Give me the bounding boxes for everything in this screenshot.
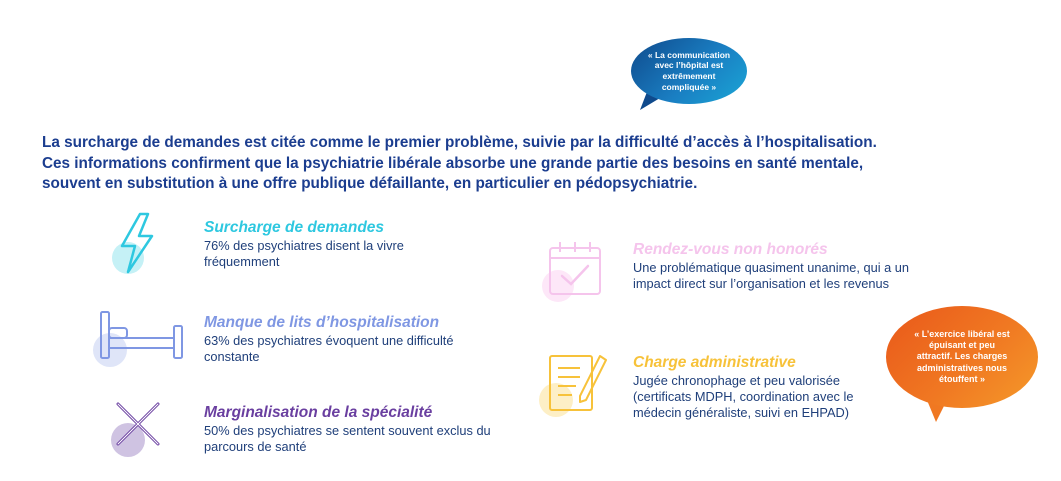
item-desc: 76% des psychiatres disent la vivre fréquemment: [204, 238, 404, 269]
calendar-check-icon: [538, 238, 610, 306]
item-rendez-vous: [633, 241, 933, 292]
lightning-icon: [108, 210, 164, 280]
item-surcharge: [204, 219, 454, 270]
bed-icon: [86, 308, 190, 370]
item-marginalisation: [204, 404, 494, 455]
item-title: Manque de lits d’hospitalisation: [204, 314, 440, 331]
item-title: Surcharge de demandes: [204, 219, 385, 236]
document-pen-icon: [534, 350, 614, 420]
quote-text-communication: « La communication avec l’hôpital est extrêmement compliquée »: [647, 49, 731, 92]
item-lits: [204, 314, 504, 365]
quote-text-exercice: « L’exercice libéral est épuisant et peu attractif. Les charges administratives nous étouffent »: [914, 328, 1010, 384]
intro-line-2: Ces informations confirment que la psychiatrie libérale absorbe une grande partie des besoins en santé mentale,: [42, 154, 864, 172]
item-desc: 50% des psychiatres se sentent souvent exclus du parcours de santé: [204, 423, 491, 454]
item-title: Rendez-vous non honorés: [633, 241, 828, 258]
item-charge-administrative: [633, 354, 883, 421]
item-desc: Une problématique quasiment unanime, qui a un impact direct sur l’organisation et les revenus: [633, 260, 910, 291]
cross-icon: [106, 398, 166, 462]
quote-bubble-communication: [631, 38, 747, 104]
item-title: Charge administrative: [633, 354, 796, 371]
item-desc: Jugée chronophage et peu valorisée (certificats MDPH, coordination avec le médecin généraliste, suivi en EHPAD): [633, 373, 854, 420]
intro-paragraph: [42, 133, 1032, 195]
item-desc: 63% des psychiatres évoquent une difficulté constante: [204, 333, 454, 364]
intro-line-1: La surcharge de demandes est citée comme le premier problème, suivie par la difficulté d’accès à l’hospitalisation.: [42, 134, 877, 151]
intro-line-3: souvent en substitution à une offre publique défaillante, en particulier en pédopsychiatrie.: [42, 175, 698, 192]
quote-bubble-exercice: [886, 306, 1038, 408]
item-title: Marginalisation de la spécialité: [204, 404, 433, 421]
